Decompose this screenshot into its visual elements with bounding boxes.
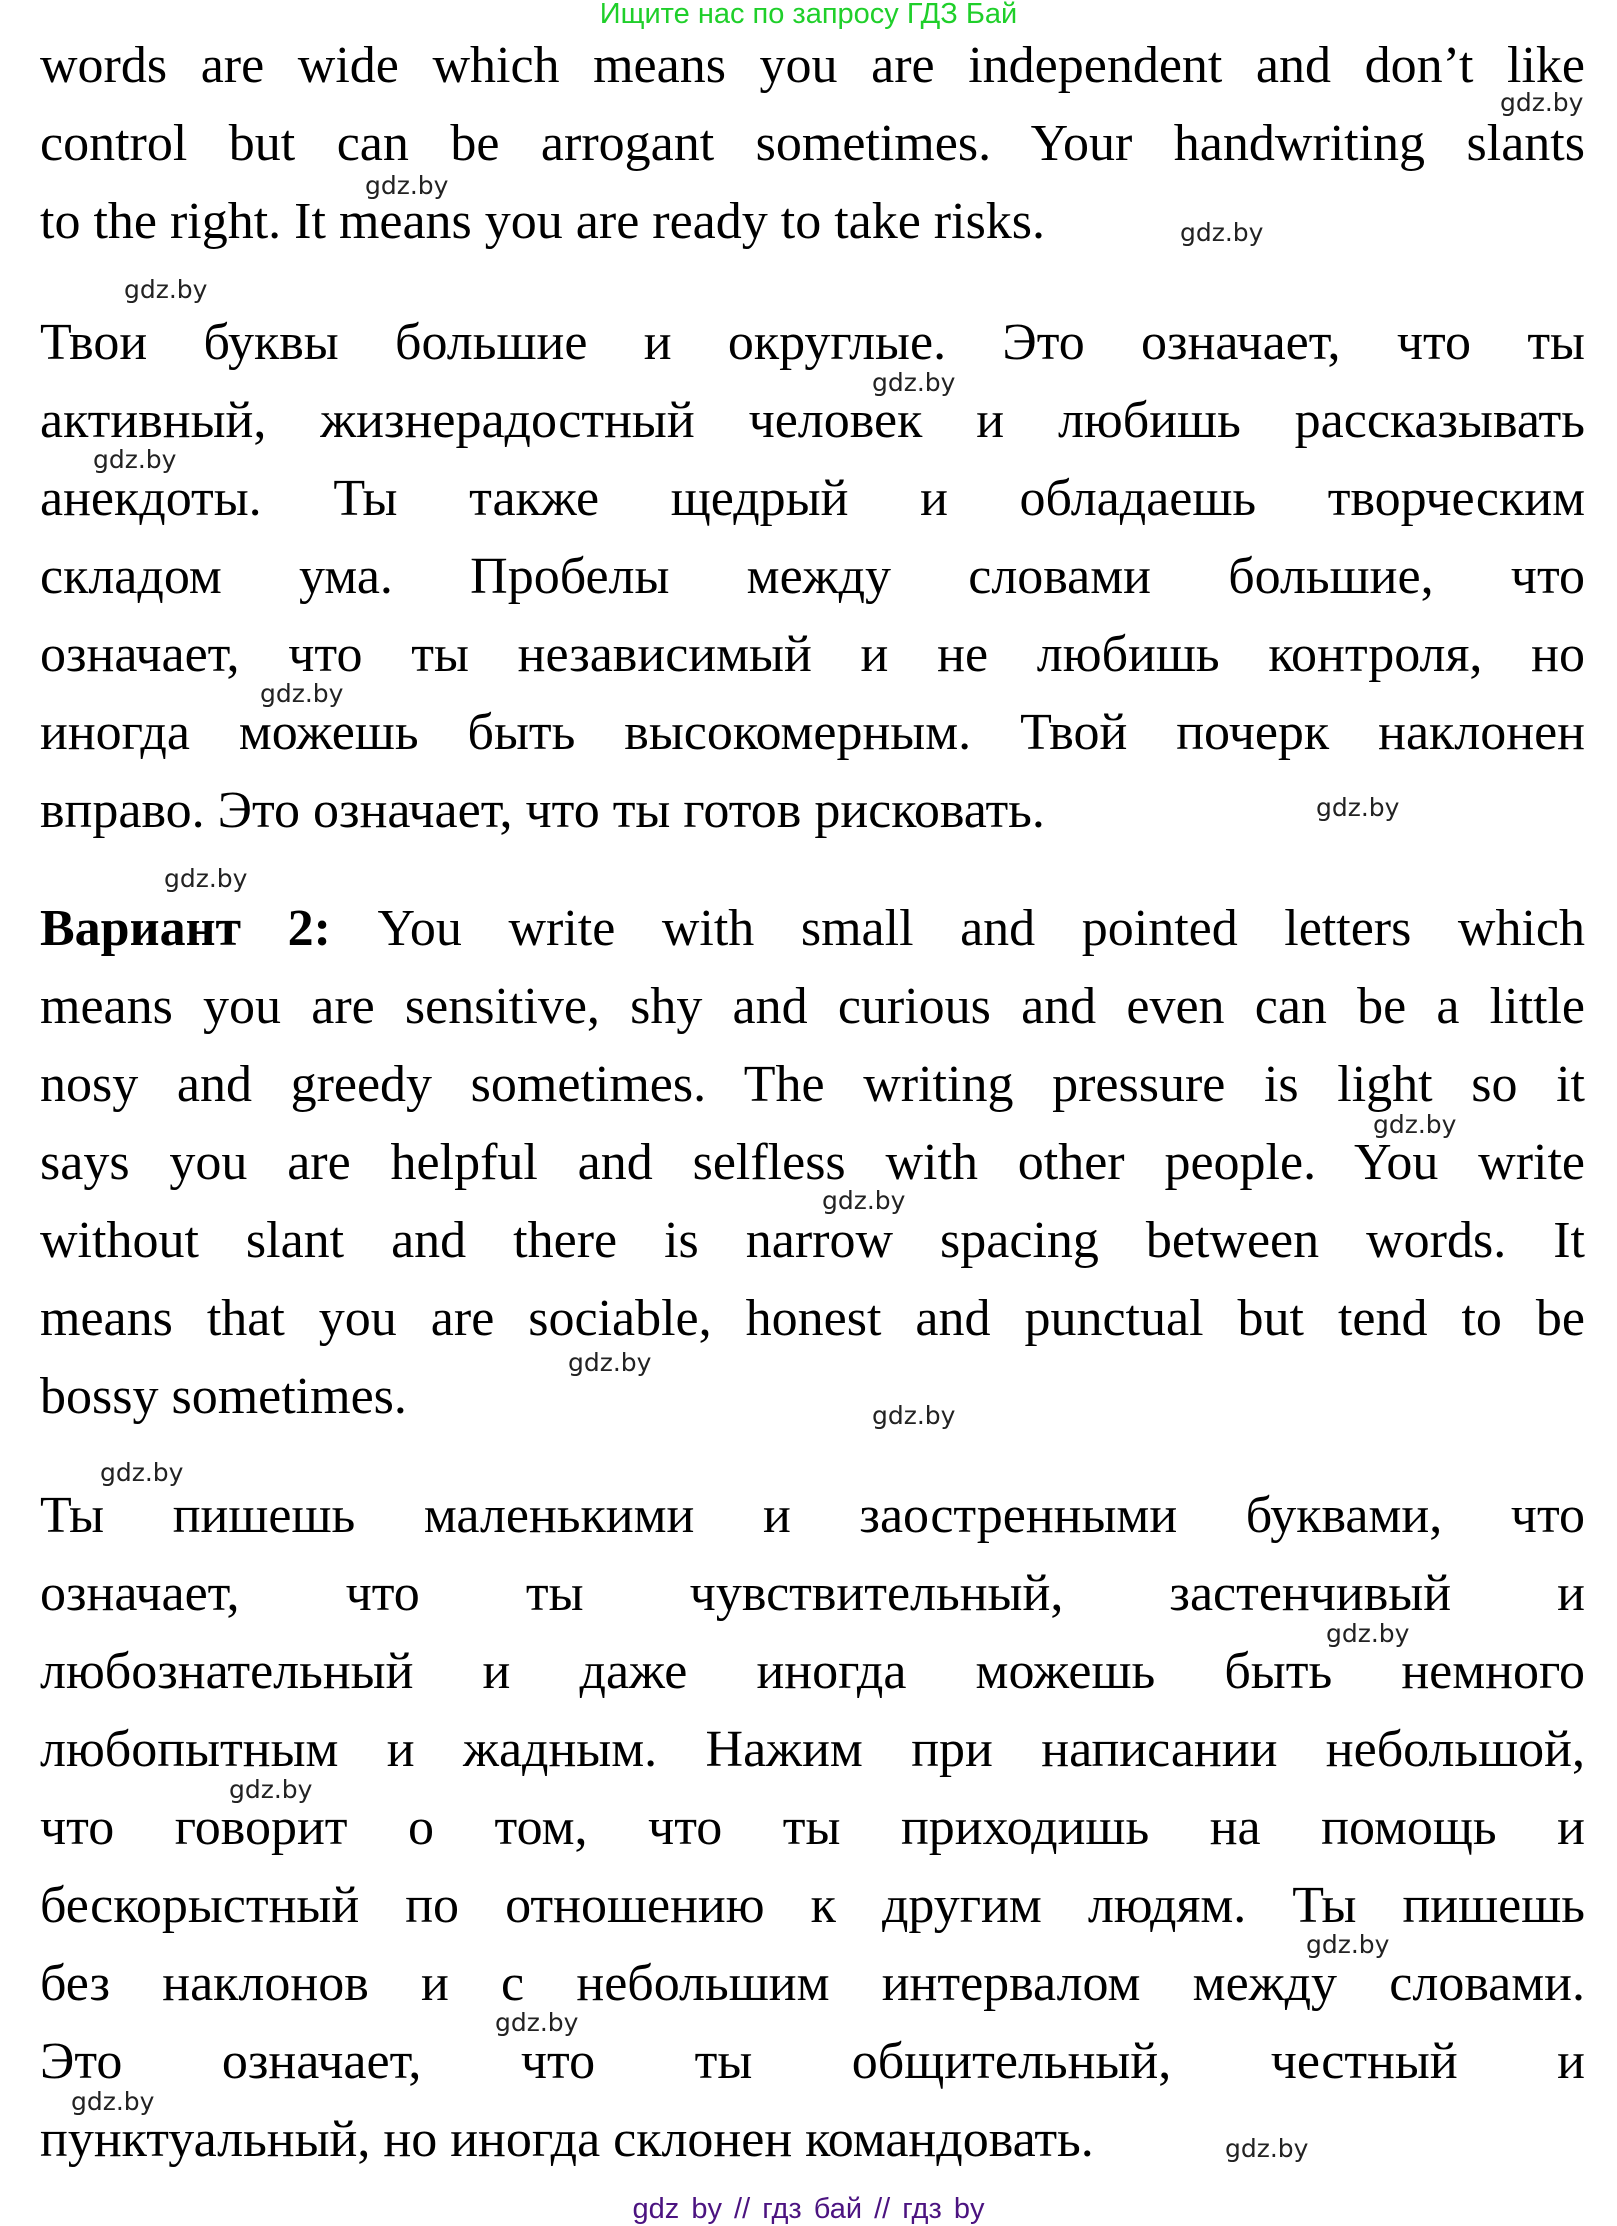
line-text: words are wide which means you are independent and don’t like xyxy=(40,37,1585,94)
watermark: gdz.by xyxy=(1316,793,1400,822)
line-text: что говорит о том, что ты приходишь на помощь и xyxy=(40,1799,1585,1856)
text-line xyxy=(40,968,1585,1046)
watermark: gdz.by xyxy=(872,368,956,397)
watermark: gdz.by xyxy=(260,679,344,708)
line-text: Твои буквы большие и округлые. Это означает, что ты xyxy=(40,314,1585,371)
line-text: иногда можешь быть высокомерным. Твой почерк наклонен xyxy=(40,704,1585,761)
text-line xyxy=(40,183,1585,261)
watermark: gdz.by xyxy=(822,1186,906,1215)
paragraph-variant-2-english xyxy=(40,890,1585,1436)
line-text: означает, что ты независимый и не любишь контроля, но xyxy=(40,626,1585,683)
search-hint-banner: Ищите нас по запросу ГДЗ Бай xyxy=(599,0,1018,30)
text-line xyxy=(40,1046,1585,1124)
line-text: You write with small and pointed letters which xyxy=(377,900,1585,957)
watermark: gdz.by xyxy=(229,1775,313,1804)
line-text: means that you are sociable, honest and punctual but tend to be xyxy=(40,1290,1585,1347)
watermark: gdz.by xyxy=(1500,88,1584,117)
line-text: любознательный и даже иногда можешь быть немного xyxy=(40,1643,1585,1700)
watermark: gdz.by xyxy=(568,1348,652,1377)
watermark: gdz.by xyxy=(365,171,449,200)
text-line xyxy=(40,1358,1585,1436)
text-line xyxy=(40,2023,1585,2101)
text-line xyxy=(40,105,1585,183)
text-line xyxy=(40,1124,1585,1202)
line-text: означает, что ты чувствительный, застенчивый и xyxy=(40,1565,1585,1622)
line-text: вправо. Это означает, что ты готов рисковать. xyxy=(40,782,1045,839)
text-line xyxy=(40,1280,1585,1358)
text-line xyxy=(40,538,1585,616)
line-text: Это означает, что ты общительный, честный и xyxy=(40,2033,1585,2090)
watermark: gdz.by xyxy=(164,864,248,893)
line-text: without slant and there is narrow spacing between words. It xyxy=(40,1212,1585,1269)
watermark: gdz.by xyxy=(495,2008,579,2037)
text-line xyxy=(40,1477,1585,1555)
line-text: активный, жизнерадостный человек и любишь рассказывать xyxy=(40,392,1585,449)
line-text: складом ума. Пробелы между словами большие, что xyxy=(40,548,1585,605)
line-text: bossy sometimes. xyxy=(40,1368,407,1425)
watermark: gdz.by xyxy=(872,1401,956,1430)
variant-label: Вариант 2: xyxy=(40,900,331,957)
text-line xyxy=(40,2101,1585,2179)
line-text: says you are helpful and selfless with other people. You write xyxy=(40,1134,1585,1191)
text-line xyxy=(40,890,1585,968)
watermark: gdz.by xyxy=(93,445,177,474)
line-text: бескорыстный по отношению к другим людям. Ты пишешь xyxy=(40,1877,1585,1934)
text-line xyxy=(40,1202,1585,1280)
line-text: Ты пишешь маленькими и заостренными буквами, что xyxy=(40,1487,1585,1544)
watermark: gdz.by xyxy=(100,1458,184,1487)
watermark: gdz.by xyxy=(71,2087,155,2116)
watermark: gdz.by xyxy=(1306,1930,1390,1959)
line-text: любопытным и жадным. Нажим при написании небольшой, xyxy=(40,1721,1585,1778)
paragraph-russian-2 xyxy=(40,1477,1585,2179)
text-line xyxy=(40,382,1585,460)
watermark: gdz.by xyxy=(1225,2134,1309,2163)
watermark: gdz.by xyxy=(124,275,208,304)
line-text: means you are sensitive, shy and curious and even can be a little xyxy=(40,978,1585,1035)
line-text: to the right. It means you are ready to take risks. xyxy=(40,193,1046,250)
line-text: control but can be arrogant sometimes. Your handwriting slants xyxy=(40,115,1585,172)
paragraph-english-1 xyxy=(40,27,1585,261)
watermark: gdz.by xyxy=(1373,1110,1457,1139)
watermark: gdz.by xyxy=(1180,218,1264,247)
line-text: без наклонов и с небольшим интервалом между словами. xyxy=(40,1955,1585,2012)
line-text: nosy and greedy sometimes. The writing pressure is light so it xyxy=(40,1056,1585,1113)
text-line xyxy=(40,27,1585,105)
paragraph-russian-1 xyxy=(40,304,1585,850)
line-text: пунктуальный, но иногда склонен командовать. xyxy=(40,2111,1094,2168)
text-line xyxy=(40,460,1585,538)
text-line xyxy=(40,304,1585,382)
watermark: gdz.by xyxy=(1326,1619,1410,1648)
site-footer: gdz by // гдз бай // гдз by xyxy=(632,2193,985,2225)
line-text: анекдоты. Ты также щедрый и обладаешь творческим xyxy=(40,470,1585,527)
